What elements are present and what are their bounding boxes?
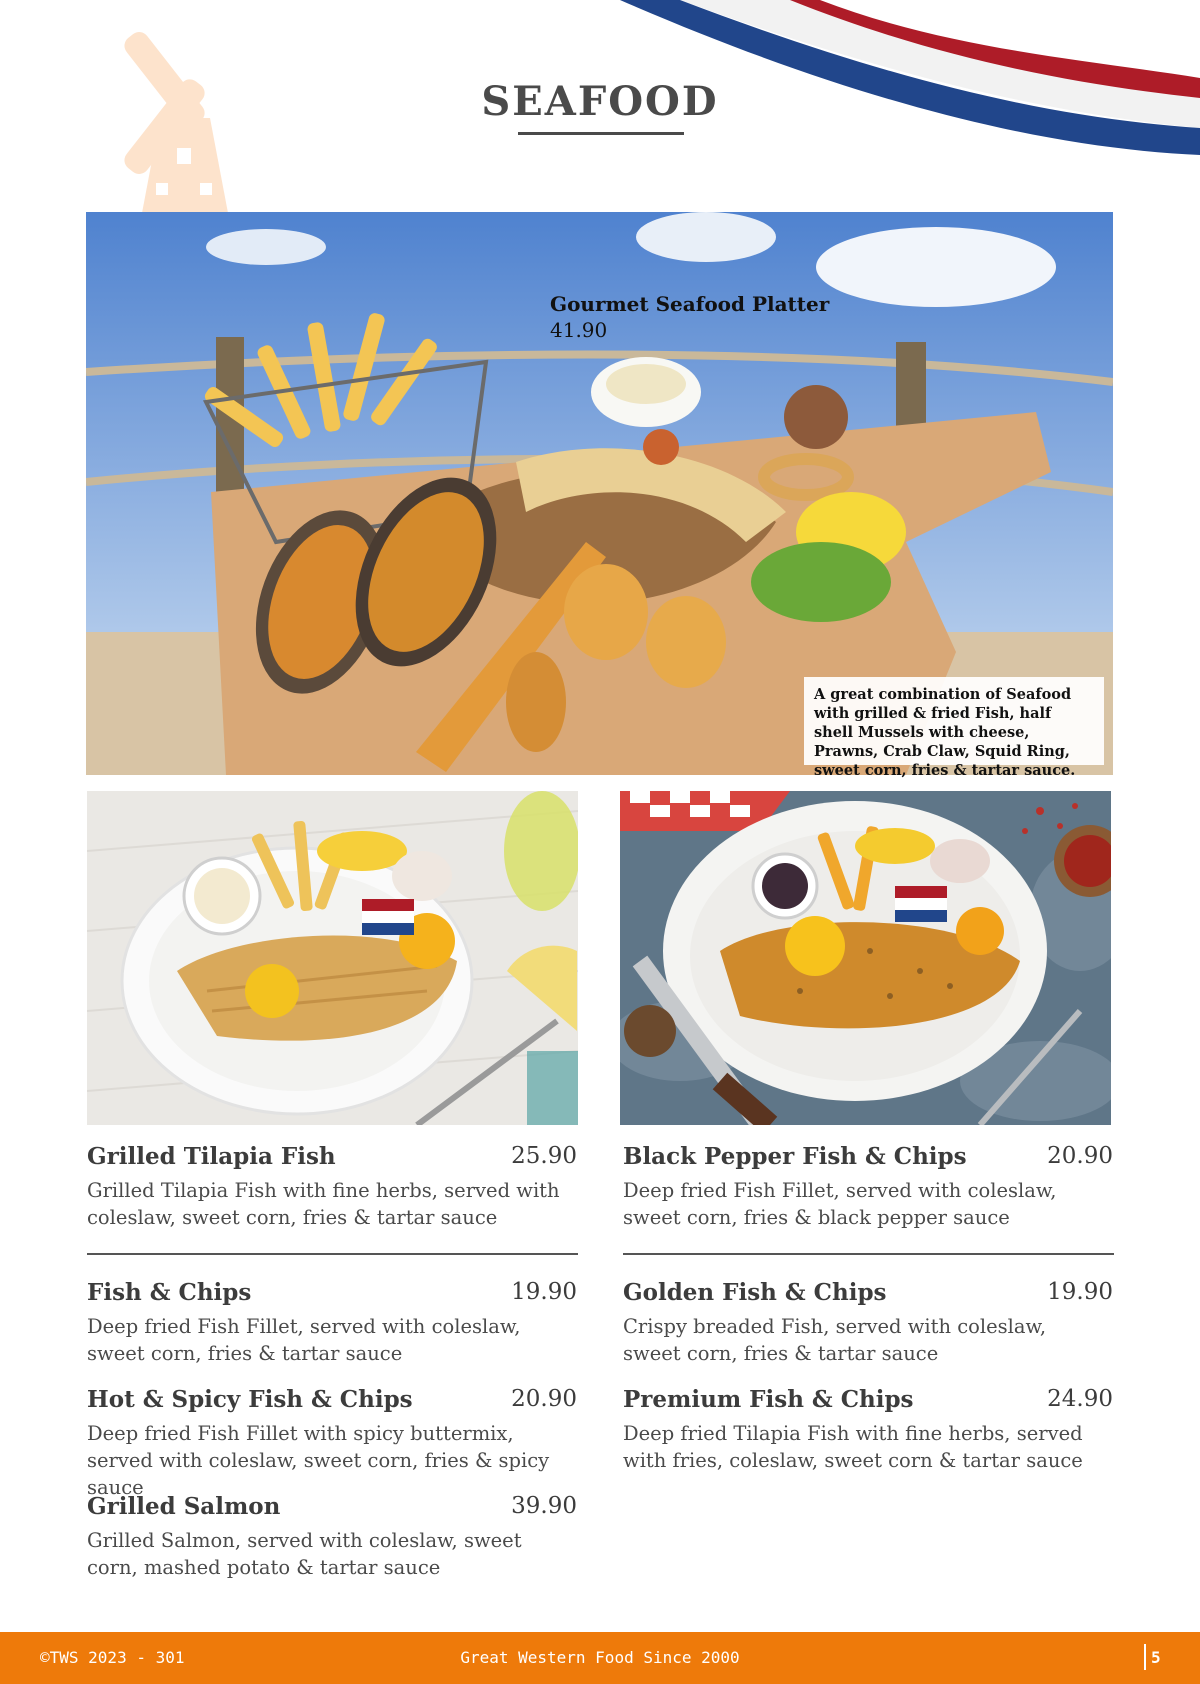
menu-item-black-pepper-fish [623,1143,1113,1233]
item-description: Deep fried Fish Fillet, served with coleslaw, sweet corn, fries & tartar sauce [87,1315,521,1365]
hero-item-price: 41.90 [550,318,608,342]
item-description: Grilled Salmon, served with coleslaw, sweet corn, mashed potato & tartar sauce [87,1529,522,1579]
menu-item-hot-spicy-fish-chips [87,1386,577,1499]
item-price: 25.90 [511,1143,577,1169]
hero-item-description: A great combination of Seafood with grilled & fried Fish, half shell Mussels with cheese, Prawns, Crab Claw, Squid Ring, sweet corn, fries & tartar sauce. [804,677,1104,765]
footer-copyright: ©TWS 2023 - 301 [40,1648,185,1667]
menu-item-grilled-salmon [87,1493,577,1583]
item-name: Fish & Chips [87,1279,252,1306]
menu-item-golden-fish-chips [623,1279,1113,1369]
item-name: Premium Fish & Chips [623,1386,914,1413]
title-underline [518,132,684,135]
footer-separator [1144,1644,1146,1670]
item-name: Hot & Spicy Fish & Chips [87,1386,413,1413]
item-description: Grilled Tilapia Fish with fine herbs, served with coleslaw, sweet corn, fries & tartar sauce [87,1179,560,1229]
page-title: SEAFOOD [481,78,719,125]
item-price: 20.90 [1047,1143,1113,1169]
item-description: Deep fried Fish Fillet with spicy buttermix, served with coleslaw, sweet corn, fries & spicy sauce [87,1422,550,1499]
page-number: 5 [1151,1648,1161,1667]
item-name: Grilled Salmon [87,1493,281,1520]
menu-item-premium-fish-chips [623,1386,1113,1476]
item-description: Crispy breaded Fish, served with coleslaw, sweet corn, fries & tartar sauce [623,1315,1047,1365]
hero-item-name: Gourmet Seafood Platter [550,292,830,316]
footer-tagline: Great Western Food Since 2000 [460,1648,740,1667]
item-price: 24.90 [1047,1386,1113,1412]
item-name: Golden Fish & Chips [623,1279,887,1306]
grilled-tilapia-photo [87,791,578,1125]
section-divider-right [623,1253,1114,1255]
item-description: Deep fried Tilapia Fish with fine herbs, served with fries, coleslaw, sweet corn & tartar sauce [623,1422,1083,1472]
black-pepper-fish-photo [620,791,1111,1125]
footer-bar [0,1632,1200,1684]
item-price: 19.90 [1047,1279,1113,1305]
section-divider-left [87,1253,578,1255]
item-name: Grilled Tilapia Fish [87,1143,336,1170]
item-description: Deep fried Fish Fillet, served with coleslaw, sweet corn, fries & black pepper sauce [623,1179,1057,1229]
item-price: 39.90 [511,1493,577,1519]
item-price: 19.90 [511,1279,577,1305]
menu-item-fish-chips [87,1279,577,1369]
item-name: Black Pepper Fish & Chips [623,1143,967,1170]
item-price: 20.90 [511,1386,577,1412]
menu-item-grilled-tilapia [87,1143,577,1233]
